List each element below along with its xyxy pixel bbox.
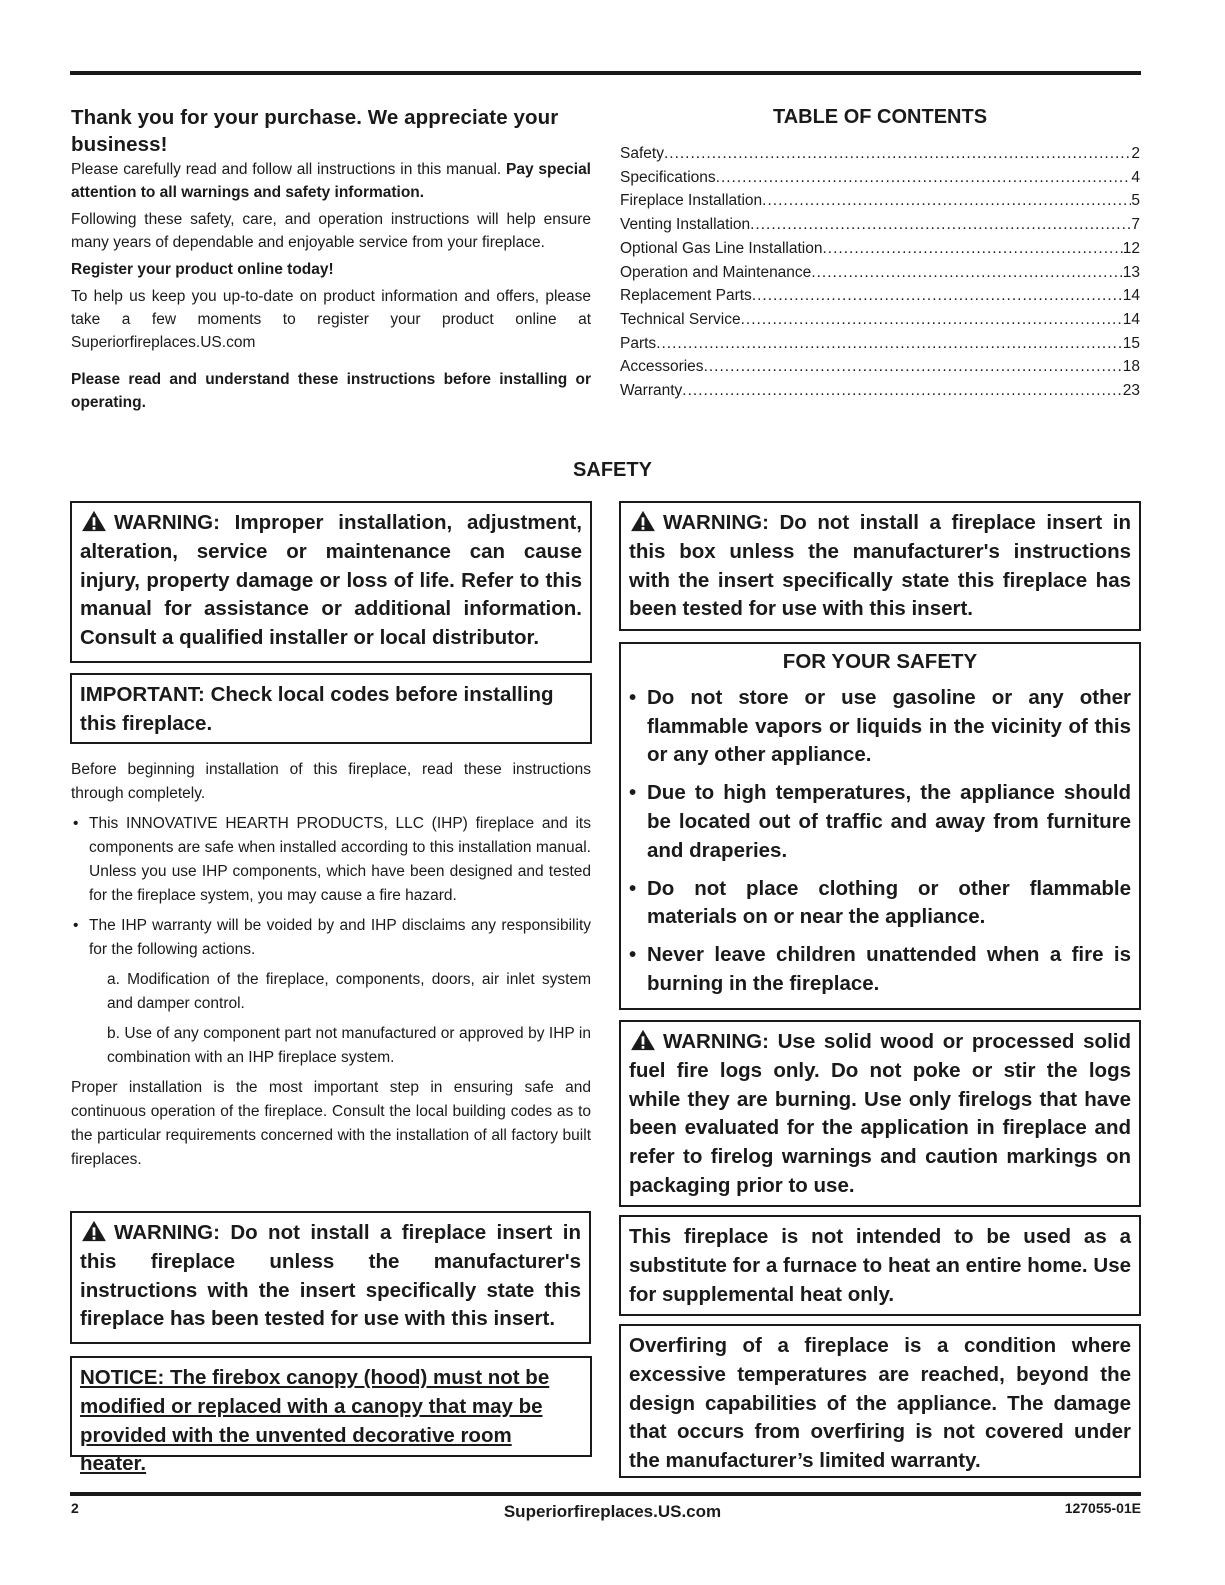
toc-page-number: 18 bbox=[1122, 358, 1140, 376]
warning-triangle-icon bbox=[80, 1220, 108, 1242]
warning-triangle-icon bbox=[629, 510, 657, 532]
table-of-contents bbox=[620, 104, 1140, 403]
sub-item-a: a. Modification of the fireplace, components, doors, air inlet system and damper control. bbox=[107, 971, 591, 1012]
toc-leader-dots bbox=[664, 142, 1131, 166]
toc-label: Venting Installation bbox=[620, 216, 751, 234]
toc-row bbox=[620, 332, 1140, 356]
safety-list-item: • Never leave children unattended when a fire is burning in the fireplace. bbox=[629, 941, 1131, 999]
toc-page-number: 12 bbox=[1122, 239, 1140, 257]
toc-leader-dots bbox=[704, 355, 1123, 379]
for-your-safety-title: FOR YOUR SAFETY bbox=[782, 650, 978, 673]
warning-triangle-icon bbox=[80, 510, 108, 532]
safety-list-item: • Due to high temperatures, the appliance should be located out of traffic and away from furniture and draperies. bbox=[629, 779, 1131, 865]
warning-insert-right-text: WARNING: Do not install a fireplace insert in this box unless the manufacturer's instructions with the insert specifically state this fireplace has been tested for use with this insert. bbox=[629, 511, 1131, 621]
list-item: • The IHP warranty will be voided by and IHP disclaims any responsibility for the following actions. bbox=[71, 914, 591, 962]
instructions-body bbox=[71, 758, 591, 1172]
toc-label: Warranty bbox=[620, 382, 683, 400]
intro-section bbox=[71, 104, 591, 414]
toc-label: Operation and Maintenance bbox=[620, 263, 812, 281]
toc-label: Safety bbox=[620, 145, 664, 162]
toc-page-number: 2 bbox=[1131, 145, 1140, 162]
safety-heading: SAFETY bbox=[573, 459, 652, 481]
safety-list-item: • Do not place clothing or other flammable materials on or near the appliance. bbox=[629, 875, 1131, 933]
important-text: IMPORTANT: Check local codes before installing this fireplace. bbox=[80, 683, 554, 735]
warning-insert-left-box bbox=[70, 1211, 591, 1344]
toc-label: Parts bbox=[620, 334, 657, 352]
toc-label: Specifications bbox=[620, 168, 716, 186]
toc-leader-dots bbox=[752, 284, 1123, 308]
toc-row bbox=[620, 237, 1140, 261]
toc-page-number: 13 bbox=[1122, 263, 1140, 281]
toc-label: Fireplace Installation bbox=[620, 192, 763, 210]
sub-item-b: b. Use of any component part not manufactured or approved by IHP in combination with an IHP fireplace system. bbox=[107, 1025, 591, 1066]
overfiring-box bbox=[619, 1324, 1141, 1478]
toc-label: Replacement Parts bbox=[620, 287, 752, 305]
for-your-safety-box bbox=[619, 642, 1141, 1010]
notice-box bbox=[70, 1356, 592, 1476]
furnace-notice-text: This fireplace is not intended to be used as a substitute for a furnace to heat an entire home. Use for supplemental heat only. bbox=[629, 1225, 1131, 1306]
toc-leader-dots bbox=[741, 308, 1123, 332]
bottom-rule bbox=[70, 1492, 1141, 1496]
toc-row bbox=[620, 308, 1140, 332]
warning-wood-box bbox=[619, 1020, 1141, 1207]
toc-label: Technical Service bbox=[620, 310, 741, 328]
important-box bbox=[70, 673, 592, 744]
warning-triangle-icon bbox=[629, 1029, 657, 1051]
toc-page-number: 4 bbox=[1131, 168, 1140, 186]
toc-row bbox=[620, 379, 1140, 403]
overfiring-text: Overfiring of a fireplace is a condition where excessive temperatures are reached, beyond the design capabilities of the appliance. The damage that occurs from overfiring is not covered under the manufacturer’s limited warranty. bbox=[629, 1334, 1131, 1473]
toc-leader-dots bbox=[716, 166, 1132, 190]
toc-leader-dots bbox=[656, 332, 1123, 356]
toc-page-number: 7 bbox=[1131, 216, 1140, 234]
toc-title: TABLE OF CONTENTS bbox=[772, 106, 988, 128]
toc-leader-dots bbox=[682, 379, 1122, 403]
furnace-notice-box bbox=[619, 1215, 1141, 1316]
intro-paragraph-1: Please carefully read and follow all instructions in this manual. Pay special attention to all warnings and safety information. bbox=[71, 161, 591, 201]
warning-installation-box bbox=[70, 501, 592, 663]
warning-insert-left-text: WARNING: Do not install a fireplace insert in this fireplace unless the manufacturer's instructions with the insert specifically state this fireplace has been tested for use with this insert. bbox=[80, 1221, 581, 1331]
toc-leader-dots bbox=[750, 213, 1131, 237]
notice-text: NOTICE: The firebox canopy (hood) must not be modified or replaced with a canopy that may be provided with the unvented decorative room heater. bbox=[80, 1366, 550, 1476]
warning-wood-text: WARNING: Use solid wood or processed solid fuel fire logs only. Do not poke or stir the logs while they are burning. Use only firelogs that have been evaluated for the application in fireplace and refer to firelog warnings and caution markings on packaging prior to use. bbox=[629, 1030, 1131, 1197]
warning-insert-right-box bbox=[619, 501, 1141, 631]
toc-page-number: 23 bbox=[1122, 382, 1140, 400]
toc-row bbox=[620, 189, 1140, 213]
list-item: • This INNOVATIVE HEARTH PRODUCTS, LLC (IHP) fireplace and its components are safe when installed according to this installation manual. Unless you use IHP components, which have been designed and tested for the fireplace system, you may cause a fire hazard. bbox=[71, 812, 591, 908]
toc-label: Accessories bbox=[620, 358, 704, 376]
toc-label: Optional Gas Line Installation bbox=[620, 239, 823, 257]
toc-page-number: 5 bbox=[1131, 192, 1140, 210]
toc-row bbox=[620, 355, 1140, 379]
intro-heading: Thank you for your purchase. We appreciate your business! bbox=[71, 106, 559, 156]
footer-website: Superiorfireplaces.US.com bbox=[503, 1502, 722, 1521]
toc-row bbox=[620, 213, 1140, 237]
intro-paragraph-3: To help us keep you up-to-date on product information and offers, please take a few moments to register your product online at Superiorfireplaces.US.com bbox=[71, 288, 591, 351]
toc-row bbox=[620, 166, 1140, 190]
toc-leader-dots bbox=[762, 189, 1131, 213]
register-heading: Register your product online today! bbox=[71, 261, 334, 278]
toc-leader-dots bbox=[811, 261, 1122, 285]
safety-list-item: • Do not store or use gasoline or any other flammable vapors or liquids in the vicinity of this or any other appliance. bbox=[629, 684, 1131, 770]
proper-installation-paragraph: Proper installation is the most important step in ensuring safe and continuous operation of the fireplace. Consult the local building codes as to the particular requirements concerned with the installation of all factory built fireplaces. bbox=[71, 1079, 591, 1168]
toc-page-number: 14 bbox=[1122, 310, 1140, 328]
toc-row bbox=[620, 261, 1140, 285]
toc-page-number: 15 bbox=[1122, 334, 1140, 352]
intro-paragraph-2: Following these safety, care, and operation instructions will help ensure many years of dependable and enjoyable service from your fireplace. bbox=[71, 211, 591, 251]
toc-row bbox=[620, 142, 1140, 166]
before-paragraph: Before beginning installation of this fireplace, read these instructions through completely. bbox=[71, 761, 591, 802]
toc-list bbox=[620, 142, 1140, 403]
toc-page-number: 14 bbox=[1122, 287, 1140, 305]
top-rule bbox=[70, 71, 1141, 75]
warning-installation-text: WARNING: Improper installation, adjustment, alteration, service or maintenance can cause injury, property damage or loss of life. Refer to this manual for assistance or additional information. Consult a qualified installer or local distributor. bbox=[80, 511, 582, 650]
page-number: 2 bbox=[71, 1500, 79, 1516]
toc-leader-dots bbox=[822, 237, 1122, 261]
read-notice: Please read and understand these instructions before installing or operating. bbox=[71, 371, 591, 411]
document-number: 127055-01E bbox=[1064, 1500, 1141, 1516]
toc-row bbox=[620, 284, 1140, 308]
